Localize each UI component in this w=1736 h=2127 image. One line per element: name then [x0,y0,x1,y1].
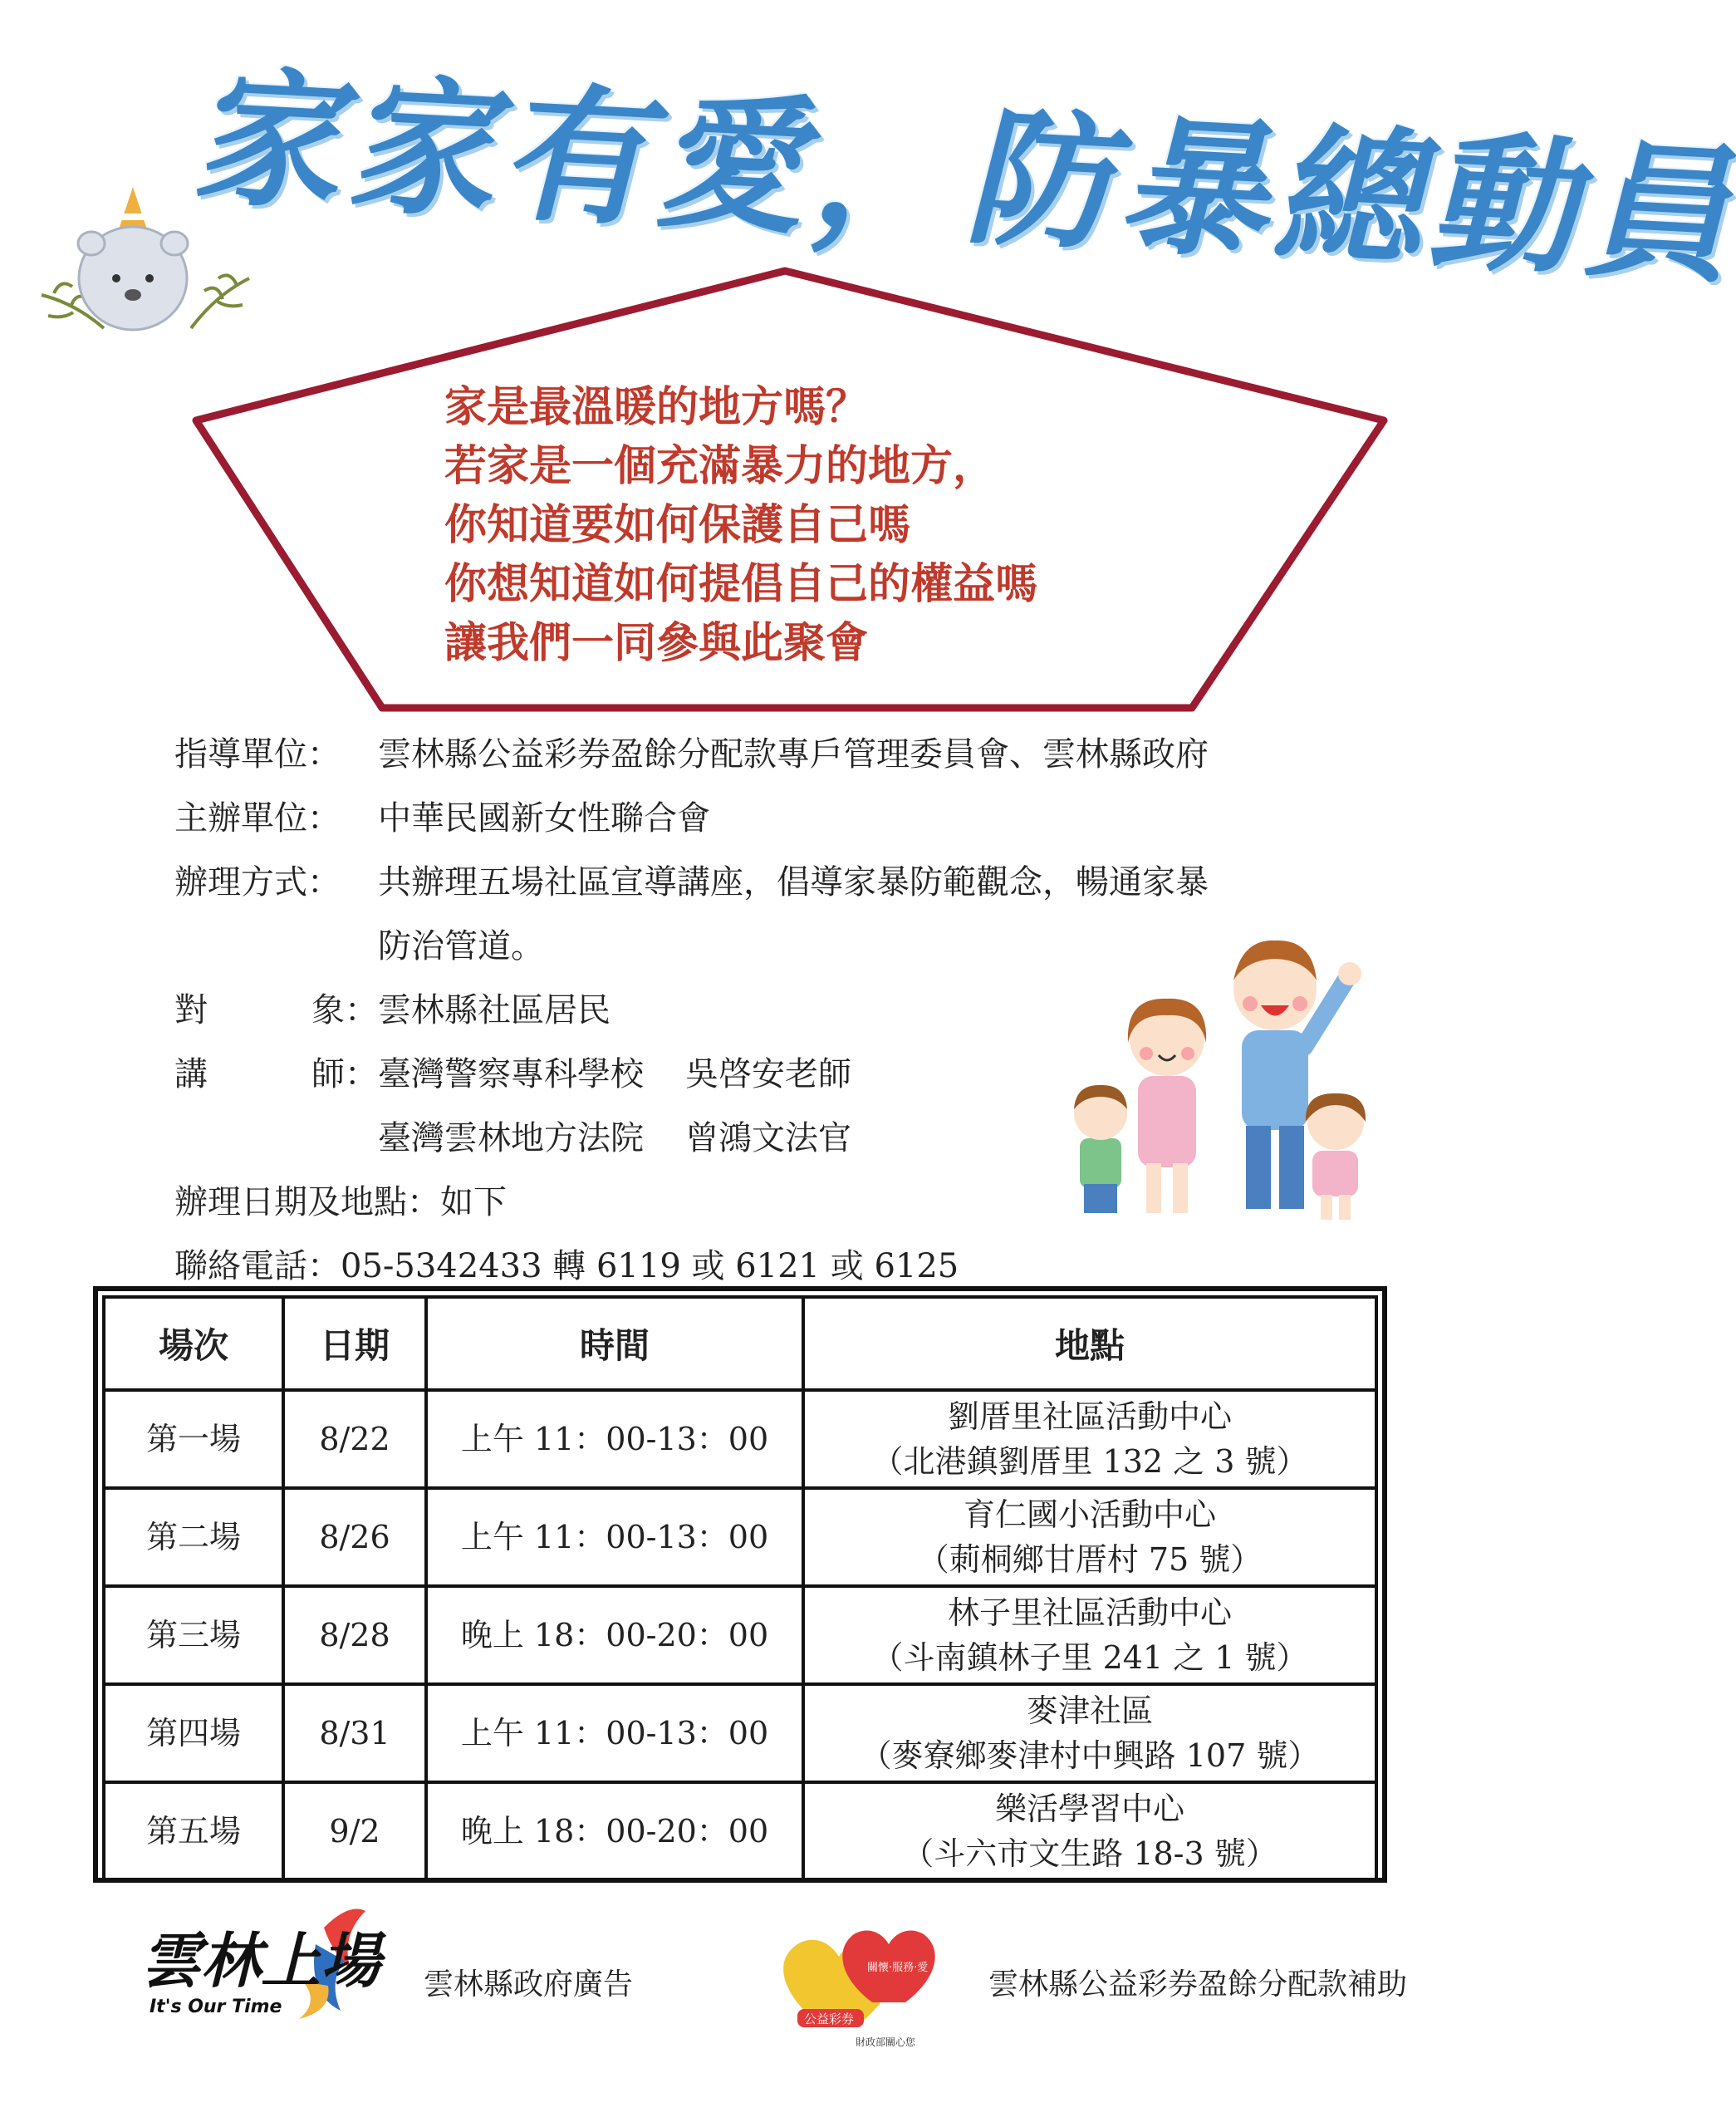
cell-session: 第一場 [104,1390,283,1488]
phone-text: 聯絡電話：05-5342433 轉 6119 或 6121 或 6125 [174,1247,959,1285]
cell-place [803,1390,1376,1488]
cell-session: 第五場 [104,1782,283,1880]
lecturer-1-name: 吳啓安老師 [685,1055,851,1093]
schedule-table [93,1286,1387,1883]
cell-date: 8/31 [283,1684,426,1782]
svg-text:雲林上場: 雲林上場 [141,1925,381,1996]
lecturer-colon: ： [345,1055,378,1093]
target-label-a: 對 [174,991,208,1029]
place-address: （北港鎮劉厝里 132 之 3 號） [871,1443,1308,1480]
table-row [104,1782,1376,1880]
cell-place [803,1684,1376,1782]
lecturer-label [174,1043,378,1107]
cell-time: 晚上 18：00-20：00 [426,1586,803,1684]
target-colon: ： [345,991,378,1029]
lecturer-1-org: 臺灣警察專科學校 [378,1055,644,1093]
table-row [104,1488,1376,1586]
organizer-row [174,787,1404,851]
place-address: （麥寮鄉麥津村中興路 107 號） [860,1737,1320,1774]
method-label: 辦理方式： [174,863,341,901]
cell-time: 上午 11：00-13：00 [426,1488,803,1586]
target-label-b: 象 [311,991,345,1029]
cell-date: 9/2 [283,1782,426,1880]
guidance-label: 指導單位： [174,735,341,774]
cell-session: 第三場 [104,1586,283,1684]
header-session: 場次 [104,1297,283,1390]
place-name: 樂活學習中心 [994,1791,1184,1827]
cell-place [803,1488,1376,1586]
cell-date: 8/28 [283,1586,426,1684]
method-row [174,851,1404,915]
method-value: 共辦理五場社區宣導講座，倡導家暴防範觀念，暢通家暴 [378,863,1209,901]
cell-time: 上午 11：00-13：00 [426,1390,803,1488]
intro-text [444,378,1192,673]
svg-text:公益彩券: 公益彩券 [804,2012,855,2026]
intro-line: 讓我們一同參與此聚會 [444,619,869,668]
svg-text:It's Our Time: It's Our Time [150,1997,282,2017]
lecturer-2-org: 臺灣雲林地方法院 [378,1119,644,1157]
target-value: 雲林縣社區居民 [378,991,611,1029]
place-address: （莿桐鄉甘厝村 75 號） [917,1541,1263,1578]
intro-line: 你想知道如何提倡自己的權益嗎 [444,560,1038,609]
guidance-value: 雲林縣公益彩券盈餘分配款專戶管理委員會、雲林縣政府 [378,735,1209,774]
cell-session: 第二場 [104,1488,283,1586]
guidance-row [174,723,1404,787]
cell-place [803,1586,1376,1684]
cell-time: 上午 11：00-13：00 [426,1684,803,1782]
place-name: 麥津社區 [1026,1692,1153,1729]
target-label [174,979,378,1043]
yunlin-logo [133,1903,399,2027]
place-address: （斗六市文生路 18-3 號） [902,1835,1277,1872]
header-place: 地點 [803,1297,1376,1390]
footer-right-text: 雲林縣公益彩券盈餘分配款補助 [988,1967,1408,2002]
cell-time: 晚上 18：00-20：00 [426,1782,803,1880]
table-row [104,1586,1376,1684]
family-illustration [1063,931,1395,1230]
cell-session: 第四場 [104,1684,283,1782]
date-place-text: 辦理日期及地點：如下 [174,1183,507,1221]
method-value-continued: 防治管道。 [378,927,544,965]
cell-date: 8/22 [283,1390,426,1488]
poster-title: 家家有愛，防暴總動員 [191,51,1736,304]
lecturer-label-b: 師 [311,1055,345,1093]
footer-left-text: 雲林縣政府廣告 [424,1967,634,2002]
place-name: 林子里社區活動中心 [947,1594,1232,1631]
intro-line: 你知道要如何保護自己嗎 [444,501,911,550]
place-address: （斗南鎮林子里 241 之 1 號） [871,1639,1308,1676]
lottery-logo [772,1903,955,2052]
svg-text:關懷·服務·愛: 關懷·服務·愛 [867,1962,929,1974]
intro-line: 若家是一個充滿暴力的地方， [444,442,996,491]
table-header-row [104,1297,1376,1390]
organizer-value: 中華民國新女性聯合會 [378,799,710,838]
svg-text:財政部關心您: 財政部關心您 [856,2036,916,2048]
place-name: 劉厝里社區活動中心 [947,1398,1232,1435]
cell-date: 8/26 [283,1488,426,1586]
lecturer-label-a: 講 [174,1055,208,1093]
cell-place [803,1782,1376,1880]
table-row [104,1390,1376,1488]
table-row [104,1684,1376,1782]
header-date: 日期 [283,1297,426,1390]
place-name: 育仁國小活動中心 [963,1496,1216,1533]
organizer-label: 主辦單位： [174,799,341,838]
lecturer-2-name: 曾鴻文法官 [685,1119,851,1157]
intro-line: 家是最溫暖的地方嗎？ [444,383,869,432]
header-time: 時間 [426,1297,803,1390]
